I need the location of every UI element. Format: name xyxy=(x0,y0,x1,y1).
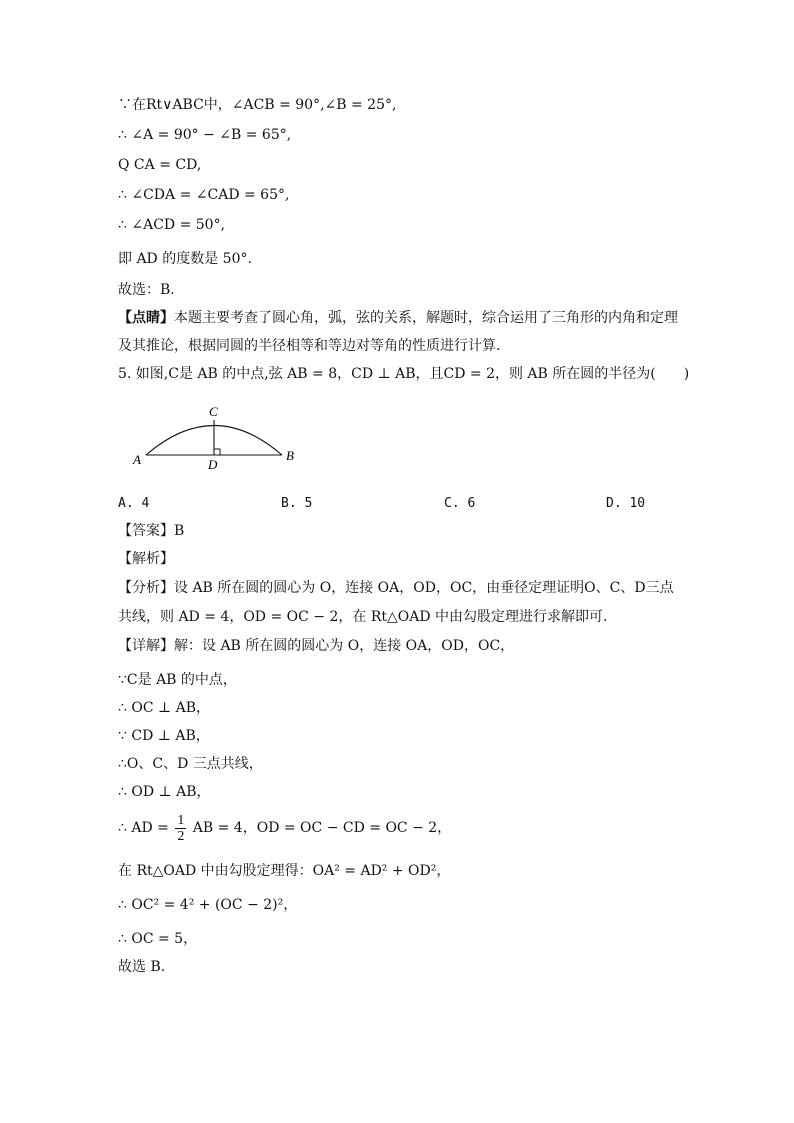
detail-line: ∴ OC ⊥ AB， xyxy=(118,700,211,716)
comment-text: 本题主要考查了圆心角，弧，弦的关系，解题时，综合运用了三角形的内角和定理 xyxy=(174,310,678,326)
solution-line: ∴ ∠CDA = ∠CAD = 65°, xyxy=(118,187,290,203)
solution-line: 即 AD 的度数是 50°. xyxy=(118,251,252,267)
detail-line: 故选 B. xyxy=(118,959,166,975)
label-d: D xyxy=(208,457,218,472)
solution-line: ∵在Rt∨ABC中，∠ACB = 90°,∠B = 25°, xyxy=(118,97,397,113)
solution-line: ∴ ∠ACD = 50°, xyxy=(118,217,226,233)
detail-line: 在 Rt△OAD 中由勾股定理得：OA² = AD² + OD²， xyxy=(118,863,451,879)
question-figure xyxy=(128,400,308,475)
detail-line: ∵ CD ⊥ AB， xyxy=(118,728,210,744)
comment-line: 及其推论，根据同圆的半径相等和等边对等角的性质进行计算. xyxy=(118,338,501,354)
detail-line: ∴ OC = 5， xyxy=(118,931,198,947)
detail-line-fraction xyxy=(118,812,451,844)
detail-line: ∴ OC² = 4² + (OC − 2)²， xyxy=(118,897,298,913)
solution-line: 故选：B. xyxy=(118,282,175,298)
option-c: C. 6 xyxy=(444,496,476,511)
answer-tag: 【答案】 xyxy=(118,523,174,539)
fraction-numerator: 1 xyxy=(177,812,185,828)
answer-value: B xyxy=(174,523,185,539)
option-d: D. 10 xyxy=(606,496,646,511)
comment-line xyxy=(118,308,678,328)
detail-line: ∴O、C、D 三点共线， xyxy=(118,756,263,772)
detail-tag: 【详解】 xyxy=(118,638,174,654)
analysis-line xyxy=(118,578,674,598)
answer-line xyxy=(118,521,184,541)
comment-tag: 【点睛】 xyxy=(118,310,174,326)
analysis-header: 【解析】 xyxy=(118,551,174,567)
label-b: B xyxy=(286,448,294,463)
detail-line: ∴ OD ⊥ AB， xyxy=(118,784,211,800)
label-c: C xyxy=(209,404,218,419)
question-stem: 5. 如图,C是 AB 的中点,弦 AB = 8，CD ⊥ AB，且CD = 2，则 AB 所在圆的半径为( ) xyxy=(118,366,690,382)
detail-text: ∴ AD = xyxy=(118,820,169,836)
analysis-text: 设 AB 所在圆的圆心为 O，连接 OA，OD，OC，由垂径定理证明O、C、D三点 xyxy=(174,580,674,596)
detail-line: ∵C是 AB 的中点， xyxy=(118,672,237,688)
detail-line xyxy=(118,636,514,656)
option-b: B. 5 xyxy=(281,496,313,511)
detail-text: AB = 4，OD = OC − CD = OC − 2， xyxy=(192,820,452,836)
fraction-one-half xyxy=(175,813,186,844)
solution-line: ∴ ∠A = 90° − ∠B = 65°, xyxy=(118,127,292,143)
option-a: A. 4 xyxy=(118,496,150,511)
solution-line: Q CA = CD, xyxy=(118,157,202,173)
analysis-line: 共线，则 AD = 4，OD = OC − 2，在 Rt△OAD 中由勾股定理进行求解即可. xyxy=(118,609,608,625)
analysis-tag: 【分析】 xyxy=(118,580,174,596)
label-a: A xyxy=(133,452,141,467)
fraction-denominator: 2 xyxy=(177,828,185,844)
right-angle-mark xyxy=(214,449,220,455)
detail-text: 解：设 AB 所在圆的圆心为 O，连接 OA，OD，OC， xyxy=(174,638,515,654)
